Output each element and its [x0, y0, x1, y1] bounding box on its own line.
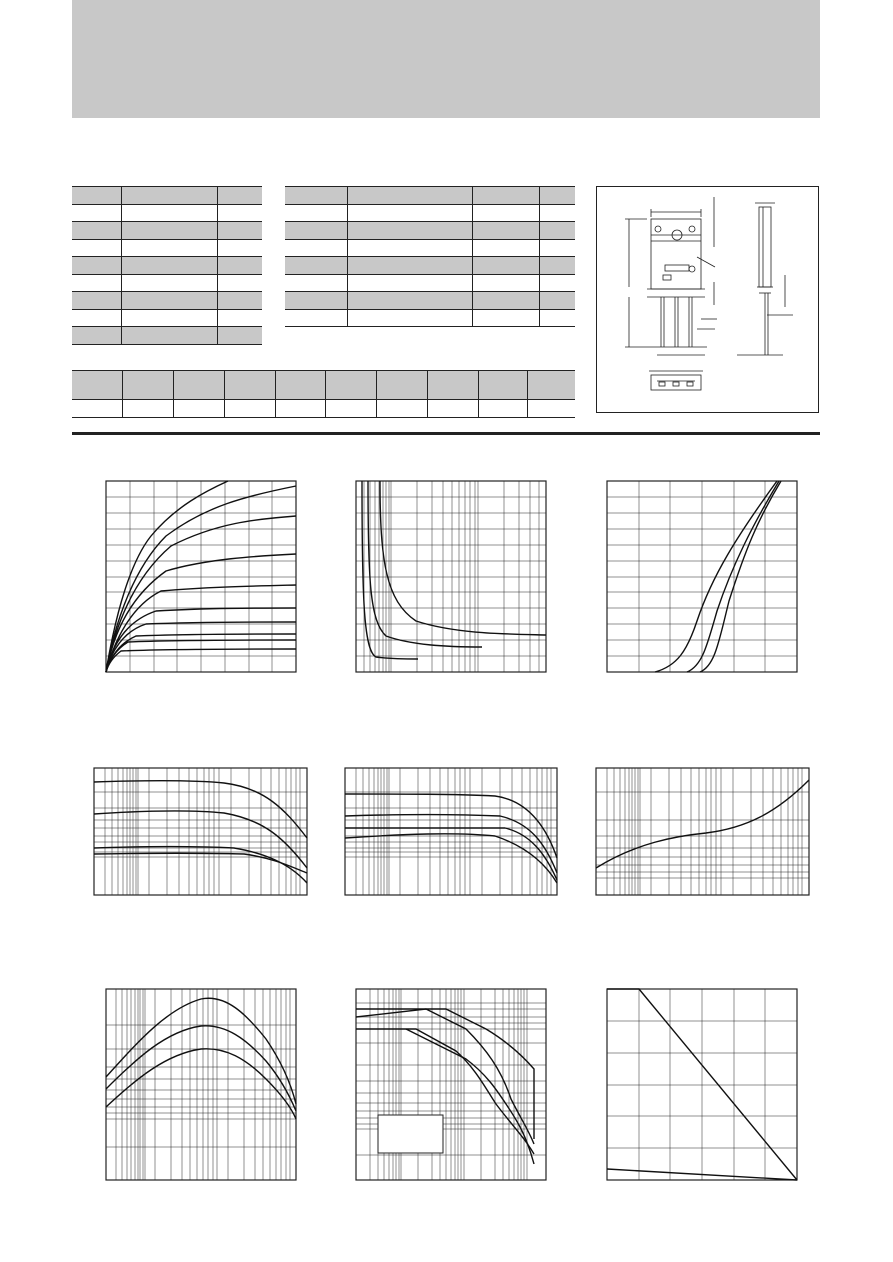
table-row	[72, 274, 262, 292]
table-row	[72, 400, 575, 418]
chart-curves	[345, 794, 557, 883]
chart-grid	[607, 481, 797, 672]
absolute-max-ratings-table	[72, 186, 262, 345]
chart-g9	[607, 989, 797, 1180]
chart-curves	[655, 481, 781, 672]
chart-grid	[94, 768, 307, 895]
overline-mark	[342, 326, 348, 327]
classification-table	[72, 370, 575, 418]
chart-grid	[356, 481, 546, 672]
chart-g3	[607, 481, 797, 672]
chart-g2	[356, 481, 546, 672]
package-outline-box	[596, 186, 819, 413]
header-band	[72, 0, 820, 118]
table-row	[72, 327, 262, 345]
table-row	[72, 239, 262, 257]
chart-g6	[596, 768, 809, 895]
chart-grid	[345, 768, 557, 895]
chart-g8	[356, 989, 546, 1180]
chart-frame	[94, 768, 307, 895]
table-row	[285, 187, 575, 205]
chart-curves	[94, 781, 307, 883]
chart-curves	[362, 481, 546, 659]
table-row	[285, 257, 575, 275]
table-row	[72, 371, 575, 400]
chart-grid	[596, 768, 809, 895]
table-row	[285, 274, 575, 292]
chart-g1	[106, 481, 296, 672]
chart-g4	[94, 768, 307, 895]
chart-frame	[596, 768, 809, 895]
chart-grid	[106, 989, 296, 1180]
chart-curves	[596, 780, 809, 868]
table-row	[72, 309, 262, 327]
table-row	[72, 257, 262, 275]
section-divider	[72, 432, 820, 435]
table-row	[72, 187, 262, 205]
table-row	[285, 309, 575, 327]
chart-curves	[106, 998, 296, 1119]
chart-grid	[106, 481, 296, 672]
table-row	[72, 292, 262, 310]
package-drawing	[597, 187, 820, 414]
table-row	[285, 292, 575, 310]
table-row	[72, 204, 262, 222]
chart-g5	[345, 768, 557, 895]
table-row	[285, 239, 575, 257]
electrical-characteristics-table	[285, 186, 575, 327]
chart-g7	[106, 989, 296, 1180]
chart-frame	[356, 481, 546, 672]
chart-frame	[106, 989, 296, 1180]
chart-legend-box	[378, 1115, 443, 1153]
table-row	[285, 222, 575, 240]
table-row	[72, 222, 262, 240]
table-row	[285, 204, 575, 222]
chart-frame	[345, 768, 557, 895]
chart-grid	[607, 989, 797, 1180]
